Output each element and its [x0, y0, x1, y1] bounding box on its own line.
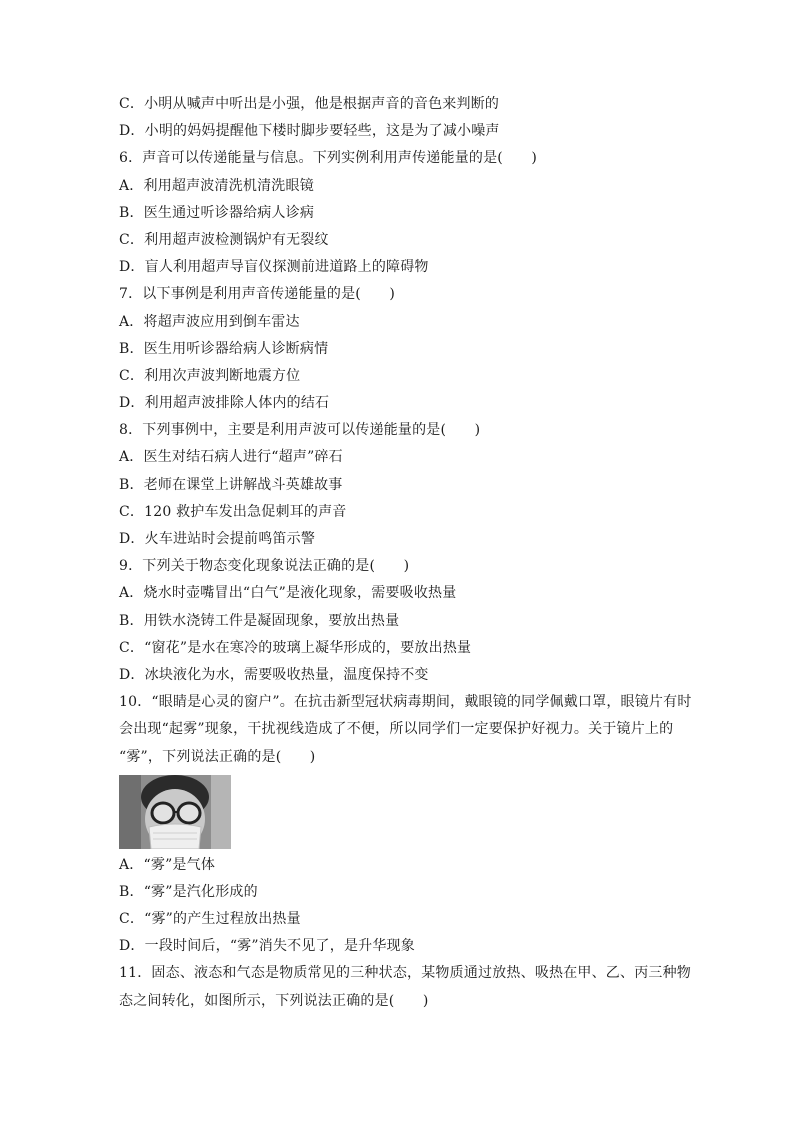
question-9: 9．下列关于物态变化现象说法正确的是( )	[119, 558, 410, 575]
option-line: A．“雾”是气体	[119, 856, 216, 873]
question-11-line-1: 11．固态、液态和气态是物质常见的三种状态，某物质通过放热、吸热在甲、乙、丙三种物	[119, 965, 692, 982]
option-line: C．“雾”的产生过程放出热量	[119, 911, 301, 928]
question-11-line-2: 态之间转化，如图所示，下列说法正确的是( )	[119, 992, 429, 1009]
option-line: A．将超声波应用到倒车雷达	[119, 313, 300, 330]
question-7: 7．以下事例是利用声音传递能量的是( )	[119, 286, 396, 303]
option-line: D．利用超声波排除人体内的结石	[119, 395, 330, 412]
option-line: C．120 救护车发出急促刺耳的声音	[119, 503, 347, 520]
option-line: A．烧水时壶嘴冒出“白气”是液化现象，需要吸收热量	[119, 585, 457, 602]
question-10-line-2: 会出现“起雾”现象，干扰视线造成了不便，所以同学们一定要保护好视力。关于镜片上的	[119, 721, 674, 738]
question-10-line-3: “雾”，下列说法正确的是( )	[119, 748, 316, 765]
option-line: B．用铁水浇铸工件是凝固现象，要放出热量	[119, 612, 400, 629]
option-line: D．火车进站时会提前鸣笛示警	[119, 531, 316, 547]
option-line: B．“雾”是汽化形成的	[119, 883, 258, 900]
lines-before	[119, 91, 679, 689]
option-line: D．一段时间后，“雾”消失不见了，是升华现象	[119, 938, 415, 955]
option-line: C．小明从喊声中听出是小强，他是根据声音的音色来判断的	[119, 96, 500, 112]
option-line: A．医生对结石病人进行“超声”碎石	[119, 449, 343, 466]
option-line: B．老师在课堂上讲解战斗英雄故事	[119, 476, 343, 493]
document-page	[119, 91, 692, 1015]
masked-glasses-photo	[119, 775, 231, 849]
photo-illustration	[119, 775, 231, 849]
question-8: 8．下列事例中，主要是利用声波可以传递能量的是( )	[119, 422, 481, 439]
option-line: B．医生用听诊器给病人诊断病情	[119, 340, 329, 357]
option-line: B．医生通过听诊器给病人诊病	[119, 204, 315, 221]
option-line: D．冰块液化为水，需要吸收热量，温度保持不变	[119, 666, 429, 683]
option-line: A．利用超声波清洗机清洗眼镜	[119, 177, 314, 194]
option-line: D．小明的妈妈提醒他下楼时脚步要轻些，这是为了减小噪声	[119, 123, 500, 140]
option-line: C．“窗花”是水在寒冷的玻璃上凝华形成的，要放出热量	[119, 639, 472, 656]
option-line: C．利用次声波判断地震方位	[119, 367, 301, 384]
question-11	[119, 960, 692, 1014]
option-line: C．利用超声波检测锅炉有无裂纹	[119, 231, 329, 248]
question-10	[119, 689, 692, 771]
question-10-line-1: 10．“眼睛是心灵的窗户”。在抗击新型冠状病毒期间，戴眼镜的同学佩戴口罩，眼镜片有时	[119, 694, 692, 711]
question-10-options	[119, 852, 679, 961]
option-line: D．盲人利用超声导盲仪探测前进道路上的障碍物	[119, 259, 429, 276]
question-6: 6．声音可以传递能量与信息。下列实例利用声传递能量的是( )	[119, 150, 538, 167]
